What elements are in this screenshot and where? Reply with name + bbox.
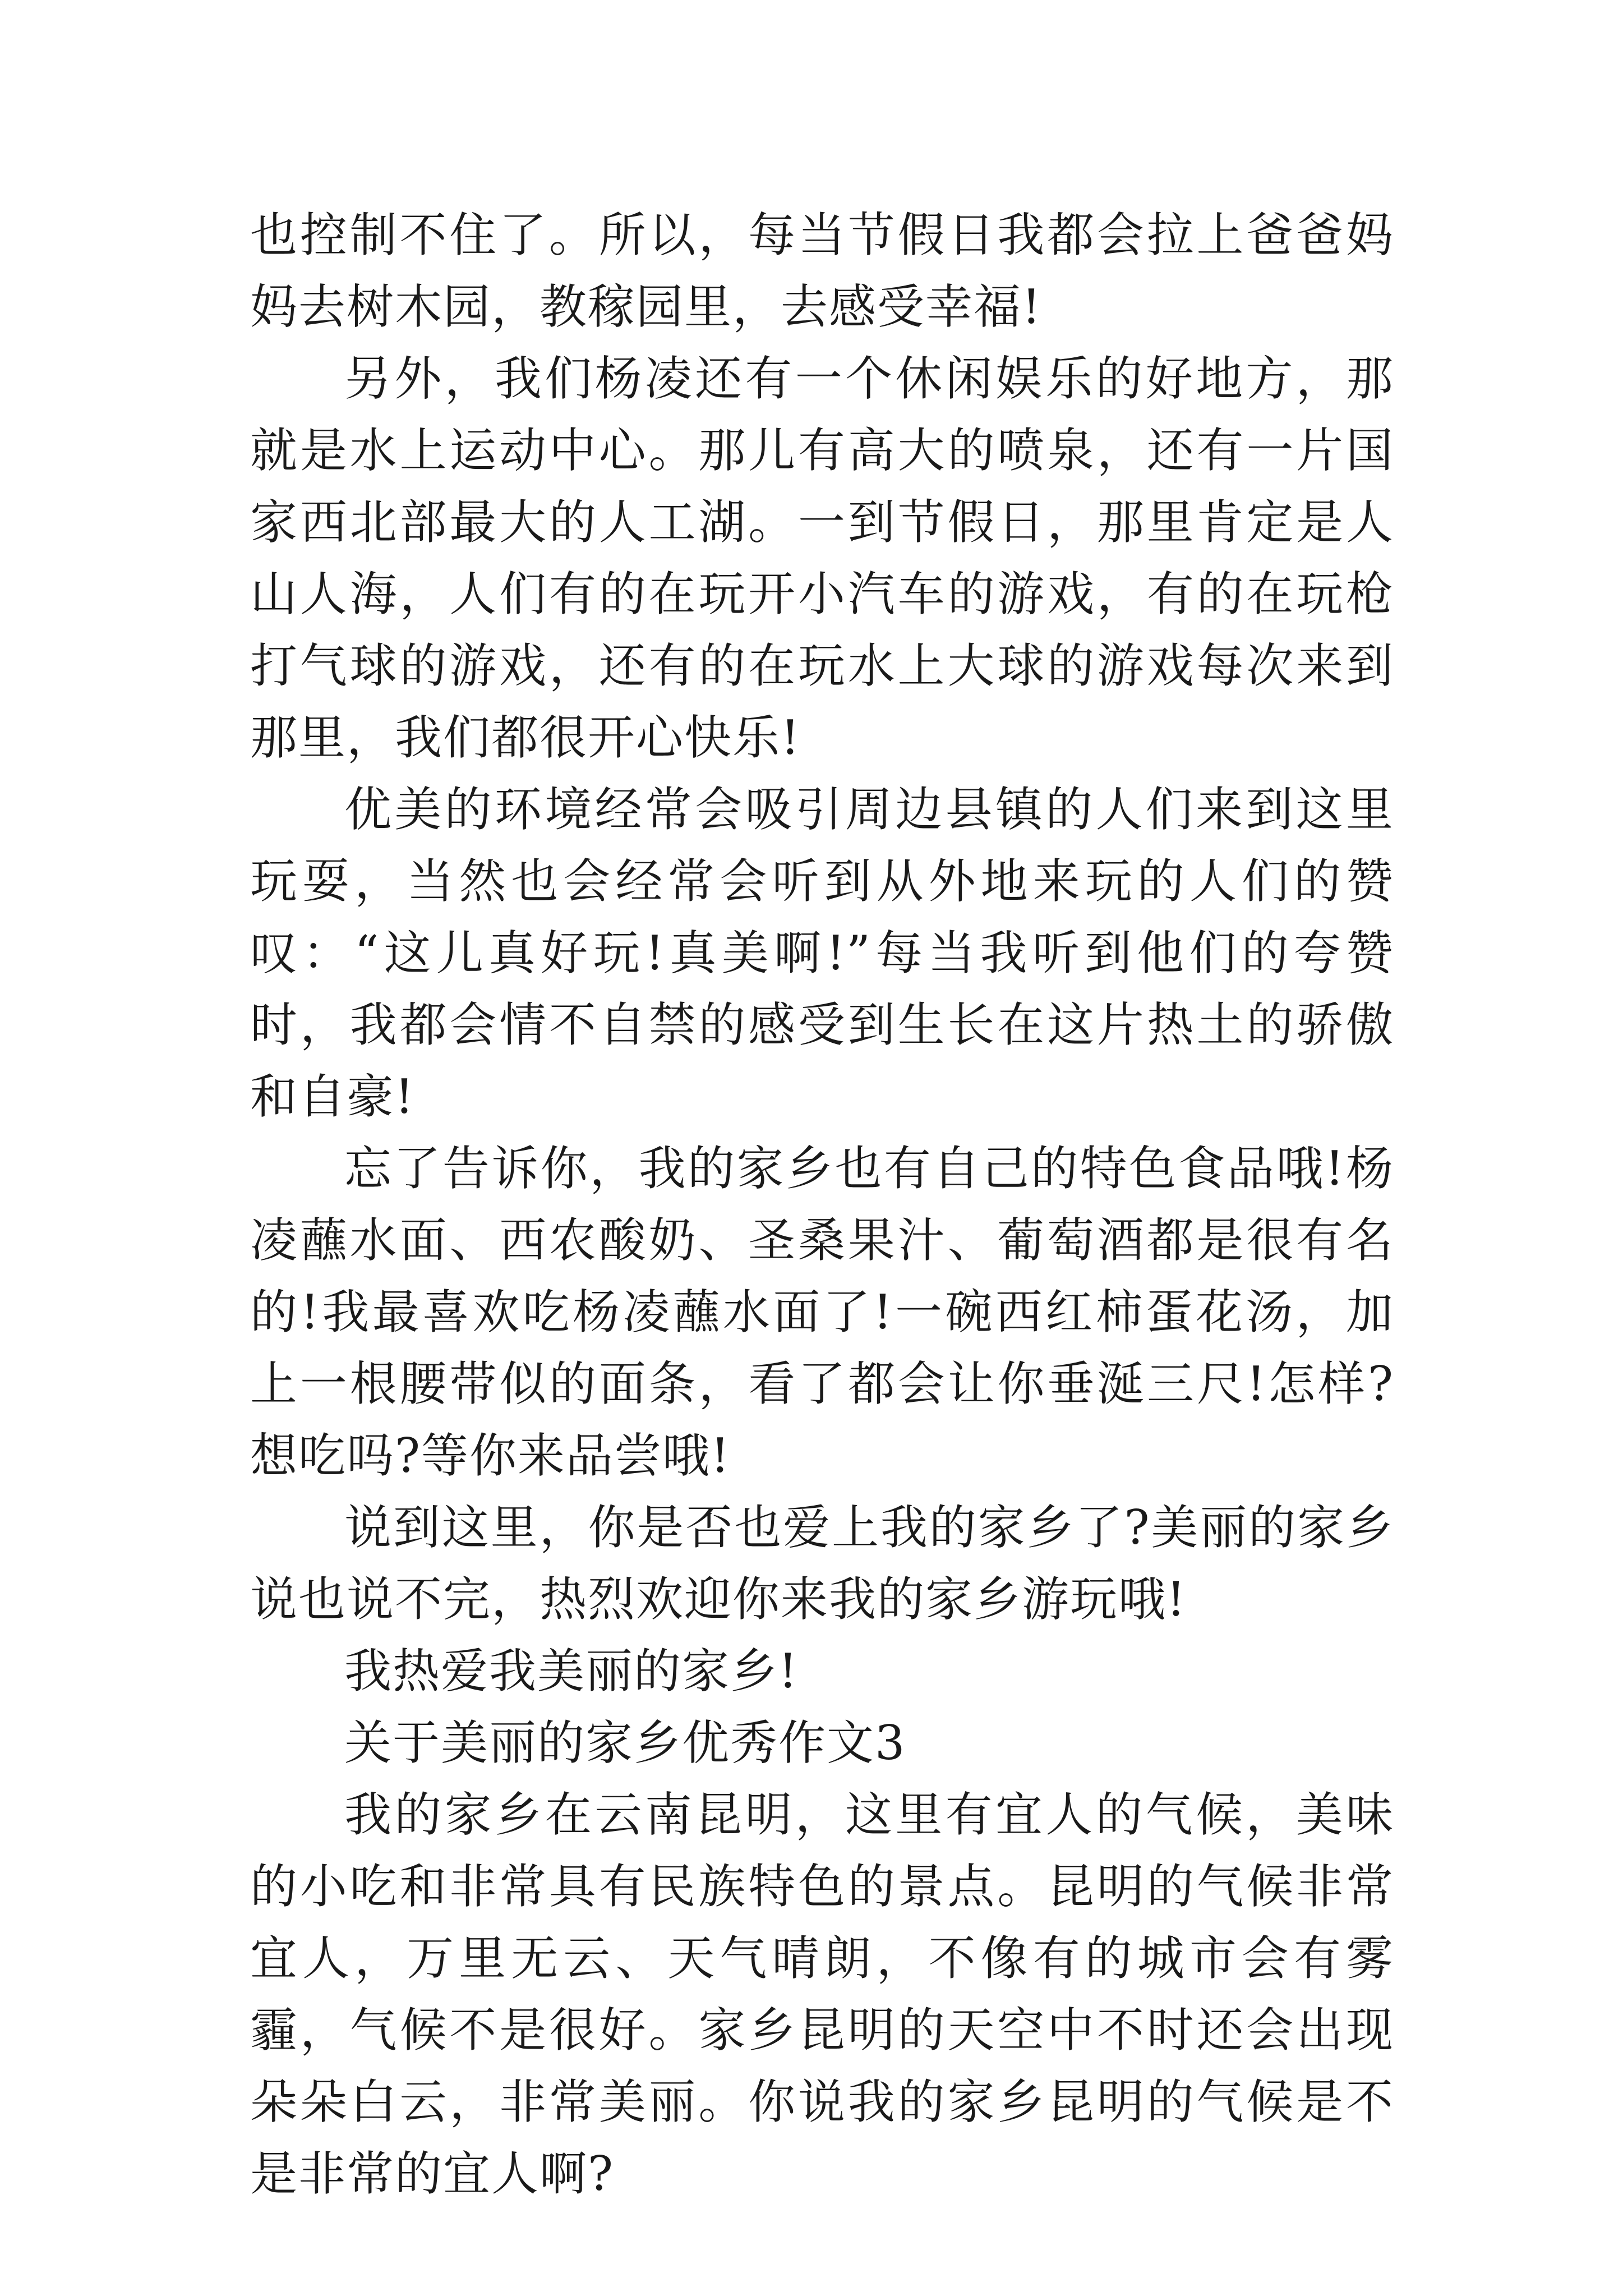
paragraph-local-food: 忘了告诉你，我的家乡也有自己的特色食品哦!杨凌蘸水面、西农酸奶、圣桑果汁、葡萄酒都是很有名的!我最喜欢吃杨凌蘸水面了!一碗西红柿蛋花汤，加上一根腰带似的面条，看了都会让你垂涎三尺!怎样?想吃吗?等你来品尝哦! [250,1141,1394,1483]
paragraph-water-sports-center: 另外，我们杨凌还有一个休闲娱乐的好地方，那就是水上运动中心。那儿有高大的喷泉，还有一片国家西北部最大的人工湖。一到节假日，那里肯定是人山人海，人们有的在玩开小汽车的游戏，有的在玩枪打气球的游戏，还有的在玩水上大球的游戏每次来到那里，我们都很开心快乐! [250,351,1394,765]
essay-heading-3: 关于美丽的家乡优秀作文3 [344,1715,906,1770]
paragraph-environment: 优美的环境经常会吸引周边县镇的人们来到这里玩耍，当然也会经常会听到从外地来玩的人们的赞叹：“这儿真好玩!真美啊!”每当我听到他们的夸赞时，我都会情不自禁的感受到生长在这片热土的骄傲和自豪! [250,782,1394,1124]
essay-body [250,199,1394,2210]
paragraph-love-hometown: 我热爱我美丽的家乡! [344,1644,799,1699]
paragraph-invitation: 说到这里，你是否也爱上我的家乡了?美丽的家乡说也说不完，热烈欢迎你来我的家乡游玩哦! [250,1500,1394,1627]
paragraph-continuation: 也控制不住了。所以，每当节假日我都会拉上爸爸妈妈去树木园，教稼园里，去感受幸福! [250,208,1394,334]
paragraph-kunming-climate: 我的家乡在云南昆明，这里有宜人的气候，美味的小吃和非常具有民族特色的景点。昆明的气候非常宜人，万里无云、天气晴朗，不像有的城市会有雾霾，气候不是很好。家乡昆明的天空中不时还会出现朵朵白云，非常美丽。你说我的家乡昆明的气候是不是非常的宜人啊? [250,1787,1394,2201]
